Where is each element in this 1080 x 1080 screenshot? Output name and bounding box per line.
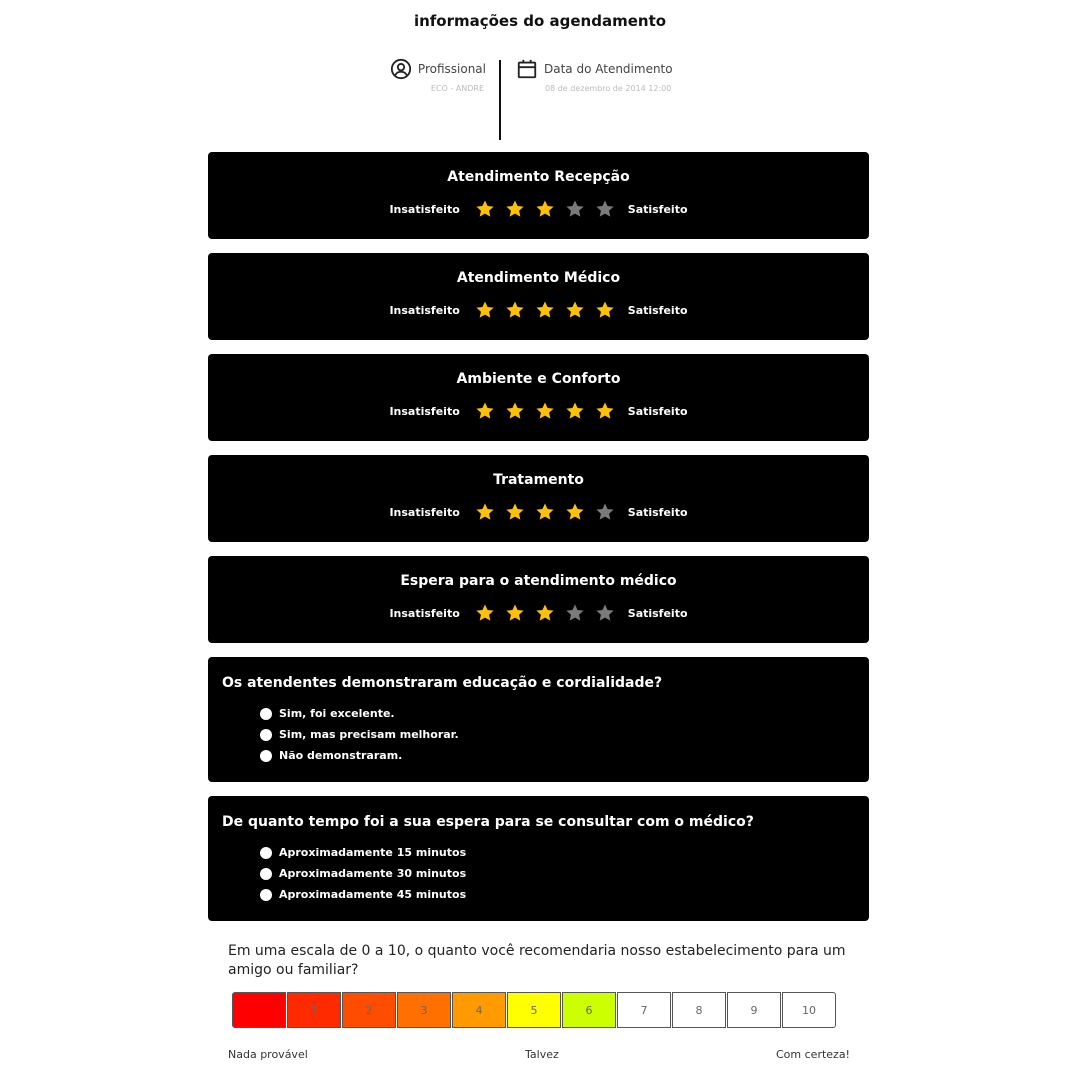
- scale-high-label: Satisfeito: [627, 606, 688, 620]
- radio-button[interactable]: [260, 708, 272, 720]
- star-icon[interactable]: [535, 300, 555, 320]
- star-rating[interactable]: [470, 603, 620, 623]
- star-icon[interactable]: [565, 603, 585, 623]
- rating-title: Tratamento: [493, 472, 584, 488]
- radio-option[interactable]: [260, 884, 869, 905]
- scale-high-label: Satisfeito: [627, 505, 688, 519]
- question-card-courtesy: [208, 657, 869, 782]
- star-icon[interactable]: [505, 502, 525, 522]
- info-divider: [499, 60, 501, 140]
- radio-option[interactable]: [260, 863, 869, 884]
- scale-high-label: Satisfeito: [627, 404, 688, 418]
- nps-label-low: Nada provável: [228, 1048, 308, 1061]
- star-icon[interactable]: [475, 401, 495, 421]
- appointment-info: [0, 58, 1080, 140]
- star-icon[interactable]: [565, 300, 585, 320]
- rating-title: Atendimento Recepção: [447, 169, 630, 185]
- radio-label: Sim, foi excelente.: [279, 707, 395, 720]
- scale-low-label: Insatisfeito: [389, 303, 460, 317]
- radio-label: Sim, mas precisam melhorar.: [279, 728, 459, 741]
- nps-cell-6[interactable]: 6: [562, 992, 616, 1028]
- nps-label-high: Com certeza!: [776, 1048, 850, 1061]
- nps-cell-7[interactable]: 7: [617, 992, 671, 1028]
- radio-label: Aproximadamente 15 minutos: [279, 846, 467, 859]
- question-title: De quanto tempo foi a sua espera para se consultar com o médico?: [222, 814, 754, 830]
- rating-card-medical: [208, 253, 869, 340]
- date-label: Data do Atendimento: [544, 62, 673, 76]
- star-icon[interactable]: [565, 199, 585, 219]
- nps-cell-4[interactable]: 4: [452, 992, 506, 1028]
- professional-value: ECO - ANDRE: [430, 84, 484, 93]
- star-icon[interactable]: [505, 401, 525, 421]
- user-circle-icon: [390, 58, 412, 80]
- nps-label-mid: Talvez: [525, 1048, 559, 1061]
- star-rating[interactable]: [470, 502, 620, 522]
- scale-high-label: Satisfeito: [627, 303, 688, 317]
- professional-label: Profissional: [417, 62, 486, 76]
- star-icon[interactable]: [475, 502, 495, 522]
- nps-cell-3[interactable]: 3: [397, 992, 451, 1028]
- nps-cell-8[interactable]: 8: [672, 992, 726, 1028]
- rating-card-treatment: [208, 455, 869, 542]
- nps-cell-1[interactable]: 1: [287, 992, 341, 1028]
- scale-low-label: Insatisfeito: [389, 505, 460, 519]
- star-icon[interactable]: [505, 603, 525, 623]
- nps-question: Em uma escala de 0 a 10, o quanto você recomendaria nosso estabelecimento para um amigo ou familiar?: [228, 943, 846, 978]
- rating-card-wait: [208, 556, 869, 643]
- star-icon[interactable]: [475, 603, 495, 623]
- radio-option[interactable]: [260, 703, 869, 724]
- star-icon[interactable]: [535, 199, 555, 219]
- star-icon[interactable]: [535, 603, 555, 623]
- nps-cell-10[interactable]: 10: [782, 992, 836, 1028]
- star-icon[interactable]: [595, 401, 615, 421]
- professional-info: [390, 58, 486, 93]
- radio-option[interactable]: [260, 842, 869, 863]
- nps-scale: [232, 992, 836, 1028]
- star-icon[interactable]: [475, 300, 495, 320]
- radio-button[interactable]: [260, 889, 272, 901]
- page-title: informações do agendamento: [413, 12, 667, 30]
- nps-cell-5[interactable]: 5: [507, 992, 561, 1028]
- star-icon[interactable]: [565, 502, 585, 522]
- star-rating[interactable]: [470, 401, 620, 421]
- star-icon[interactable]: [595, 502, 615, 522]
- rating-title: Ambiente e Conforto: [456, 371, 621, 387]
- radio-button[interactable]: [260, 847, 272, 859]
- scale-low-label: Insatisfeito: [389, 606, 460, 620]
- scale-low-label: Insatisfeito: [389, 202, 460, 216]
- radio-option[interactable]: [260, 724, 869, 745]
- star-icon[interactable]: [595, 300, 615, 320]
- question-card-wait-time: [208, 796, 869, 921]
- star-icon[interactable]: [505, 199, 525, 219]
- date-info: [516, 58, 673, 93]
- radio-button[interactable]: [260, 750, 272, 762]
- star-rating[interactable]: [470, 199, 620, 219]
- rating-title: Atendimento Médico: [456, 270, 621, 286]
- star-rating[interactable]: [470, 300, 620, 320]
- star-icon[interactable]: [505, 300, 525, 320]
- radio-option[interactable]: [260, 745, 869, 766]
- star-icon[interactable]: [595, 199, 615, 219]
- calendar-icon: [516, 58, 538, 80]
- scale-low-label: Insatisfeito: [389, 404, 460, 418]
- nps-cell-2[interactable]: 2: [342, 992, 396, 1028]
- question-title: Os atendentes demonstraram educação e cordialidade?: [222, 675, 663, 691]
- nps-cell-9[interactable]: 9: [727, 992, 781, 1028]
- radio-button[interactable]: [260, 868, 272, 880]
- scale-high-label: Satisfeito: [627, 202, 688, 216]
- radio-label: Não demonstraram.: [279, 749, 403, 762]
- radio-label: Aproximadamente 45 minutos: [279, 888, 467, 901]
- nps-cell-0[interactable]: [232, 992, 286, 1028]
- star-icon[interactable]: [565, 401, 585, 421]
- radio-button[interactable]: [260, 729, 272, 741]
- date-value: 08 de dezembro de 2014 12:00: [545, 84, 672, 93]
- star-icon[interactable]: [535, 502, 555, 522]
- star-icon[interactable]: [595, 603, 615, 623]
- radio-label: Aproximadamente 30 minutos: [279, 867, 467, 880]
- rating-title: Espera para o atendimento médico: [400, 573, 677, 589]
- star-icon[interactable]: [535, 401, 555, 421]
- star-icon[interactable]: [475, 199, 495, 219]
- rating-card-ambience: [208, 354, 869, 441]
- rating-card-reception: [208, 152, 869, 239]
